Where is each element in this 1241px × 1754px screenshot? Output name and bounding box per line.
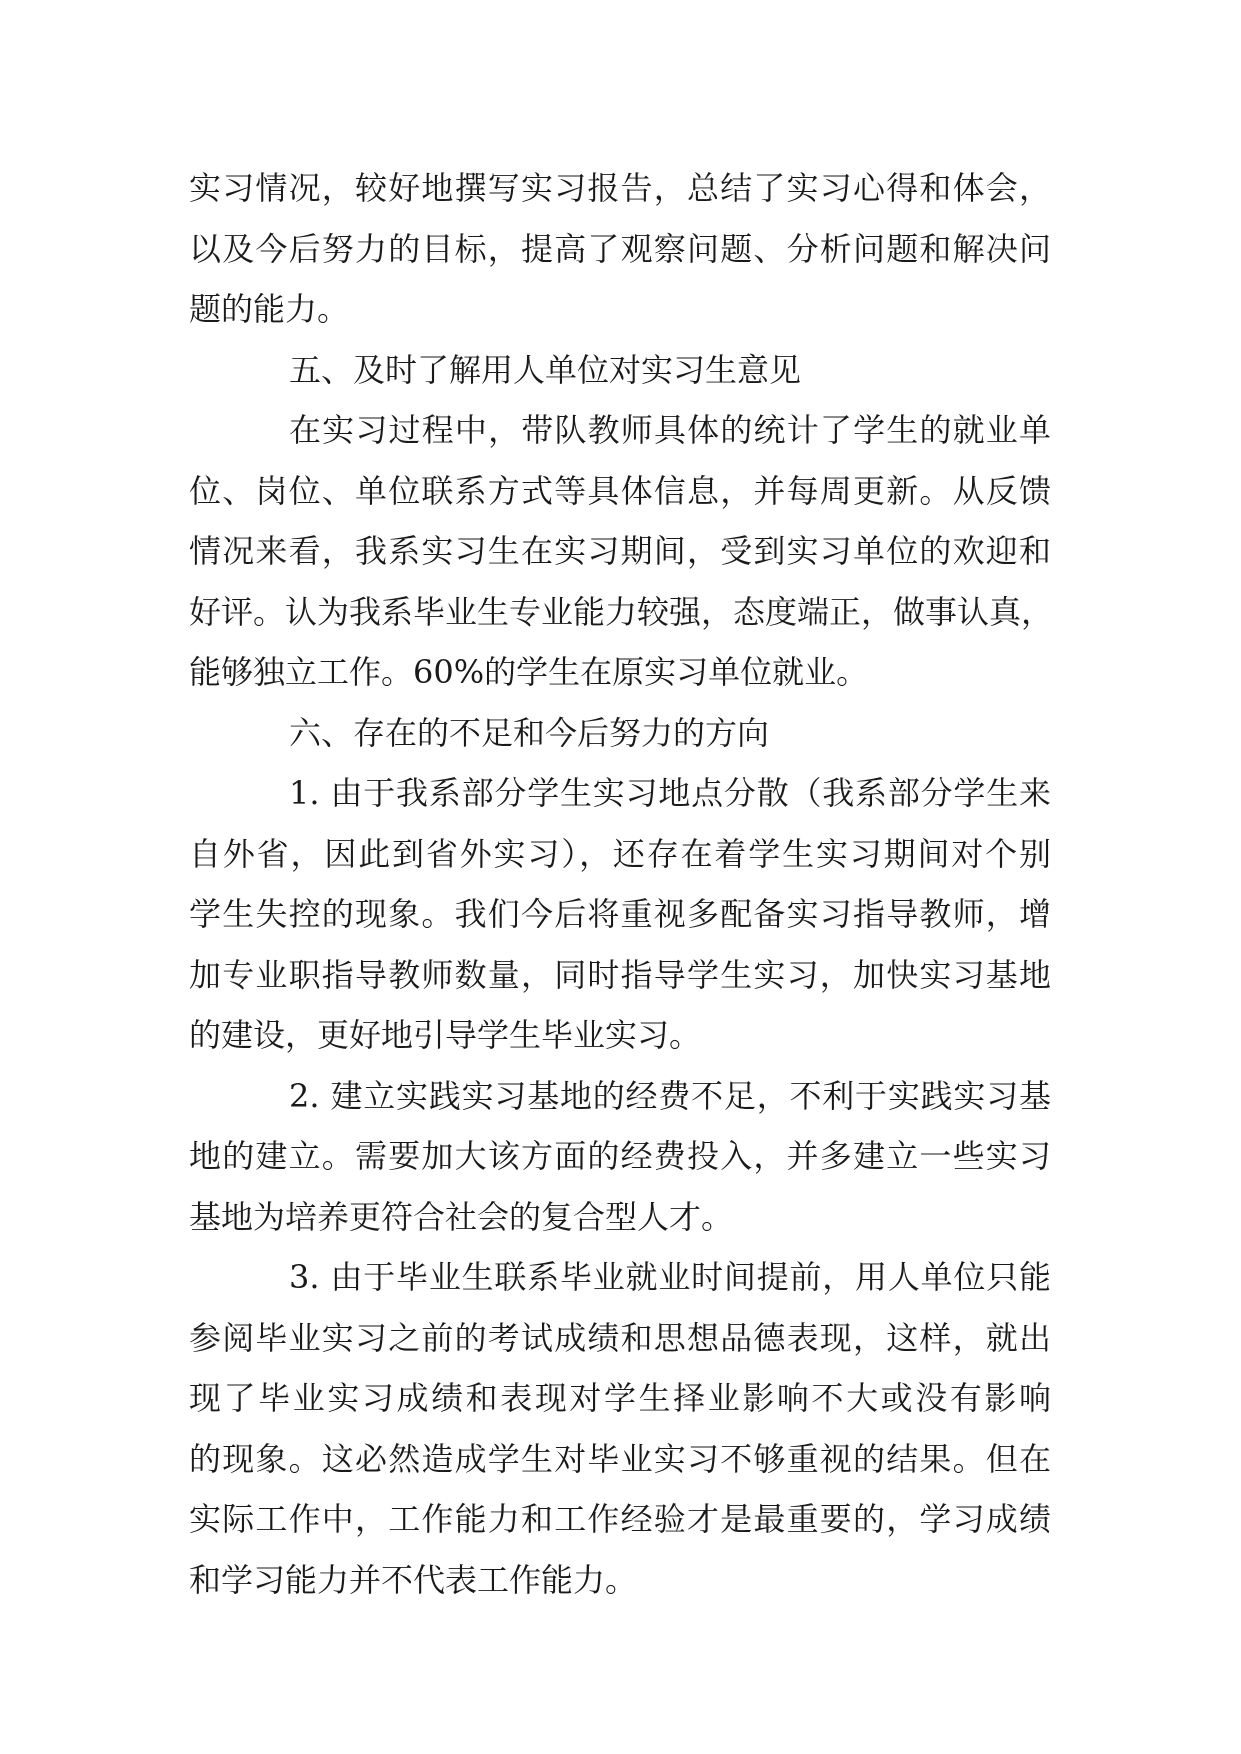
- text-line: 学生失控的现象。我们今后将重视多配备实习指导教师，增: [189, 895, 1051, 933]
- text-line: 现了毕业实习成绩和表现对学生择业影响不大或没有影响: [189, 1379, 1051, 1417]
- text-line: 加专业职指导教师数量，同时指导学生实习，加快实习基地: [189, 955, 1051, 994]
- list-item-1: [189, 763, 1051, 1066]
- document-body: [189, 158, 1054, 1610]
- text-line: 和学习能力并不代表工作能力。: [189, 1560, 638, 1599]
- text-line: 好评。认为我系毕业生专业能力较强，态度端正，做事认真，: [189, 592, 1054, 631]
- text-line: 2. 建立实践实习基地的经费不足，不利于实践实习基: [289, 1076, 1051, 1115]
- text-line: 位、岗位、单位联系方式等具体信息，并每周更新。从反馈: [189, 471, 1051, 510]
- text-line: 实习情况，较好地撰写实习报告，总结了实习心得和体会，: [189, 169, 1051, 207]
- section-heading-5: 五、及时了解用人单位对实习生意见: [289, 350, 802, 389]
- text-line: 的现象。这必然造成学生对毕业实习不够重视的结果。但在: [189, 1439, 1051, 1478]
- text-line: 1. 由于我系部分学生实习地点分散（我系部分学生来: [289, 774, 1051, 812]
- text-line: 地的建立。需要加大该方面的经费投入，并多建立一些实习: [189, 1137, 1051, 1175]
- text-line: 参阅毕业实习之前的考试成绩和思想品德表现，这样，就出: [189, 1318, 1051, 1357]
- text-line: 以及今后努力的目标，提高了观察问题、分析问题和解决问: [189, 229, 1051, 268]
- text-line: 基地为培养更符合社会的复合型人才。: [189, 1197, 734, 1236]
- paragraph-intro: [189, 158, 1051, 340]
- text-line: 3. 由于毕业生联系毕业就业时间提前，用人单位只能: [289, 1258, 1051, 1296]
- paragraph-section-5: [189, 400, 1054, 703]
- text-line: 在实习过程中，带队教师具体的统计了学生的就业单: [289, 411, 1051, 449]
- text-line: 情况来看，我系实习生在实习期间，受到实习单位的欢迎和: [189, 532, 1051, 570]
- text-line: 实际工作中，工作能力和工作经验才是最重要的，学习成绩: [189, 1500, 1051, 1538]
- text-line: 题的能力。: [189, 290, 350, 328]
- text-line: 的建设，更好地引导学生毕业实习。: [189, 1016, 702, 1054]
- list-item-3: [189, 1247, 1051, 1610]
- text-line: 能够独立工作。60%的学生在原实习单位就业。: [189, 653, 869, 691]
- section-heading-6: 六、存在的不足和今后努力的方向: [289, 713, 770, 752]
- list-item-2: [189, 1066, 1051, 1248]
- text-line: 自外省，因此到省外实习），还存在着学生实习期间对个别: [189, 834, 1051, 873]
